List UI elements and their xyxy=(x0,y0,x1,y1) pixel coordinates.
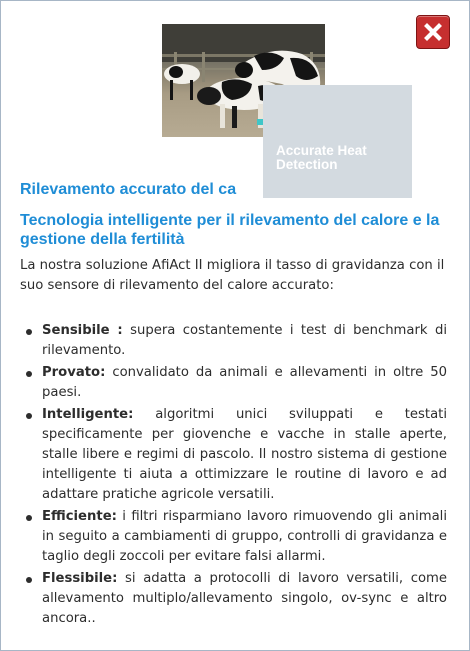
list-item xyxy=(20,569,447,629)
feature-label: Efficiente: xyxy=(42,509,117,524)
feature-text: si adatta a protocolli di lavoro versatili, come allevamento multiplo/allevamento singolo, ov-sync e altro ancora.. xyxy=(42,571,447,626)
feature-list xyxy=(20,321,447,631)
list-item xyxy=(20,363,447,403)
feature-text: algoritmi unici sviluppati e testati specificamente per giovenche e vacche in stalle aperte, stalle libere e regimi di pascolo. Il nostro sistema di gestione intelligente ti aiuta a ottimizzare le routine di lavoro e ad adattare pratiche agricole versatili. xyxy=(42,407,447,502)
feature-label: Sensibile : xyxy=(42,323,123,338)
bullet-icon xyxy=(26,515,32,521)
heat-detection-tile xyxy=(263,85,412,198)
list-item xyxy=(20,405,447,505)
close-icon xyxy=(423,22,443,42)
bullet-icon xyxy=(26,329,32,335)
tile-caption: Accurate Heat Detection xyxy=(276,143,367,172)
list-item xyxy=(20,321,447,361)
close-button[interactable] xyxy=(416,15,450,49)
feature-text: i filtri risparmiano lavoro rimuovendo gli animali in seguito a cambiamenti di gruppo, controlli di gravidanza e taglio degli zoccoli per evitare falsi allarmi. xyxy=(42,509,447,564)
feature-text: convalidato da animali e allevamenti in oltre 50 paesi. xyxy=(42,365,447,400)
bullet-icon xyxy=(26,371,32,377)
feature-label: Flessibile: xyxy=(42,571,118,586)
page-title: Rilevamento accurato del ca xyxy=(20,181,237,198)
feature-label: Provato: xyxy=(42,365,106,380)
bullet-icon xyxy=(26,577,32,583)
list-item xyxy=(20,507,447,567)
feature-label: Intelligente: xyxy=(42,407,134,422)
section-subtitle: Tecnologia intelligente per il rilevamento del calore e la gestione della fertilità xyxy=(20,212,440,248)
feature-text: supera costantemente i test di benchmark di rilevamento. xyxy=(42,323,447,358)
cow-left xyxy=(164,64,200,100)
bullet-icon xyxy=(26,413,32,419)
intro-paragraph: La nostra soluzione AfiAct II migliora il tasso di gravidanza con il suo sensore di rilevamento del calore accurato: xyxy=(20,258,445,293)
